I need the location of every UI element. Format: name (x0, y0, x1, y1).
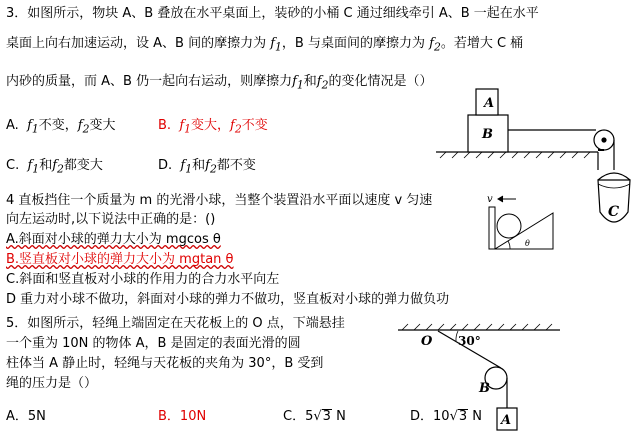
q5-option-a[interactable]: A．5N (6, 409, 46, 424)
q3-line1: 3．如图所示，物块 A、B 叠放在水平桌面上，装砂的小桶 C 通过细线牵引 A、B 一起在水平 (6, 6, 539, 21)
sqrt-sign: √ (313, 409, 322, 424)
q3-option-d[interactable]: D. $f_1$和$f_2$都不变 (158, 158, 256, 176)
q4-option-d[interactable]: D 重力对小球不做功，斜面对小球的弹力不做功，竖直板对小球的弹力做负功 (6, 292, 450, 307)
q3-line2-part1: 桌面上向右加速运动，设 A、B 间的摩擦力为 (6, 36, 267, 51)
arrow-head (498, 196, 503, 202)
q4-option-c[interactable]: C.斜面和竖直板对小球的作用力的合力水平向左 (6, 272, 280, 287)
pulley-axle (602, 138, 606, 142)
label-theta: θ (525, 239, 530, 248)
label-c: C (608, 204, 620, 220)
label-b: B (479, 381, 490, 396)
q4-line2: 向左运动时,以下说法中正确的是：() (6, 212, 216, 227)
q3-line2-part3: 。若增大 C 桶 (440, 36, 524, 51)
q5-line3: 柱体当 A 静止时，轻绳与天花板的夹角为 30°，B 受到 (6, 356, 324, 371)
label-a: A (501, 413, 512, 428)
q4-line1: 4 直板挡住一个质量为 m 的光滑小球，当整个装置沿水平面以速度 v 匀速 (6, 193, 433, 208)
label-b: B (482, 127, 493, 142)
f1-symbol: $f_1$ (270, 36, 282, 54)
f2-symbol: $f_2$ (429, 36, 441, 54)
label-v: v (487, 194, 493, 205)
q5-line4: 绳的压力是（） (6, 376, 98, 391)
ceiling-hatching (402, 324, 552, 330)
q5-line1: 5．如图所示，轻绳上端固定在天花板上的 O 点，下端悬挂 (6, 316, 345, 331)
q4-figure (489, 196, 553, 249)
table-hatching (440, 152, 590, 158)
q4-option-a[interactable]: A.斜面对小球的弹力大小为 mgcos θ (6, 232, 221, 247)
sqrt-sign: √ (449, 409, 458, 424)
vertical-board (489, 207, 495, 249)
q3-line3: 内砂的质量，而 A、B 仍一起向右运动，则摩擦力$f_1$和$f_2$的变化情况是（） (6, 74, 433, 92)
label-a: A (484, 96, 495, 111)
q3-option-c[interactable]: C. $f_1$和$f_2$都变大 (6, 158, 103, 176)
q3-option-b[interactable]: B. $f_1$变大，$f_2$不变 (158, 118, 268, 136)
q3-figure (436, 89, 630, 222)
q5-line2: 一个重为 10N 的物体 A，B 是固定的表面光滑的圆 (6, 336, 301, 351)
label-30: 30° (458, 334, 481, 348)
q4-option-b[interactable]: B.竖直板对小球的弹力大小为 mgtan θ (6, 252, 234, 267)
q5-option-b[interactable]: B．10N (158, 409, 207, 424)
q5-option-c[interactable]: C．5√3 N (283, 409, 346, 424)
ball (497, 214, 521, 238)
q3-option-a[interactable]: A. $f_1$不变，$f_2$变大 (6, 118, 116, 136)
q3-line2-part2: ，B 与桌面间的摩擦力为 (281, 36, 425, 51)
bucket-handle (598, 173, 630, 180)
label-o: O (421, 334, 433, 349)
q5-option-d[interactable]: D．10√3 N (410, 409, 482, 424)
